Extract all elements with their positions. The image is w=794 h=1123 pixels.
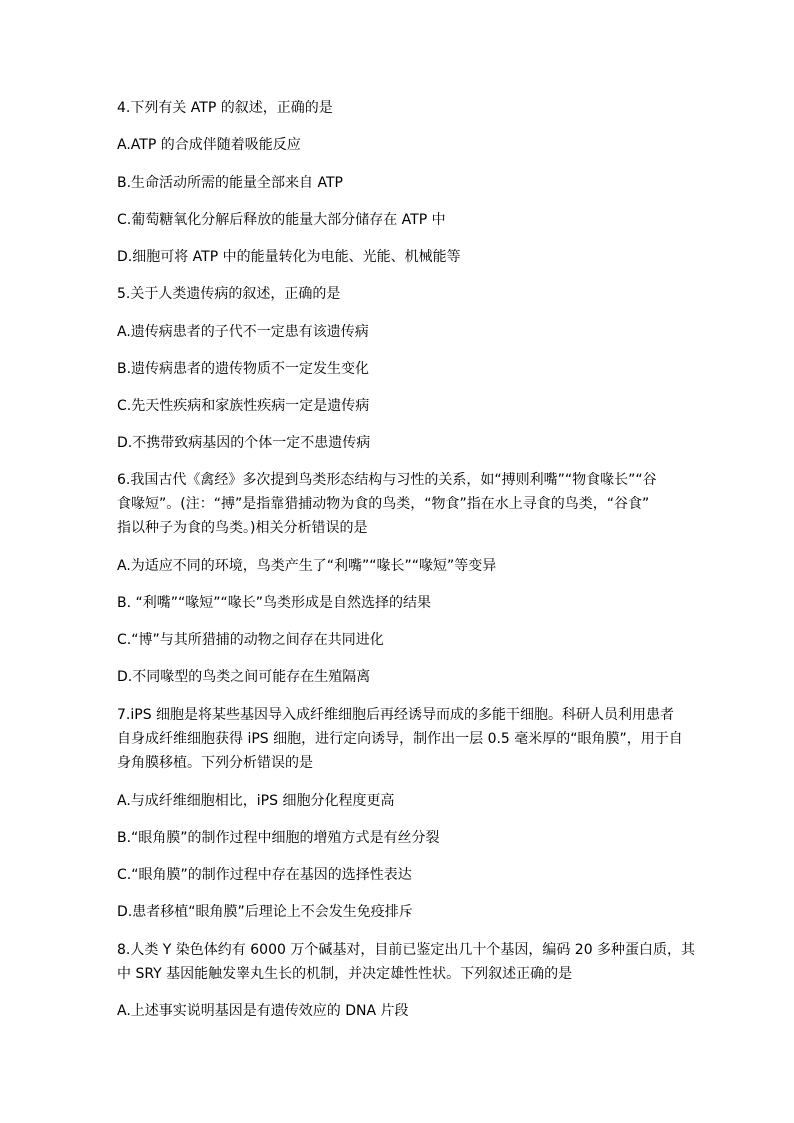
question-7-option-c: C.“眼角膜”的制作过程中存在基因的选择性表达 <box>117 867 412 883</box>
question-4-stem: 4.下列有关 ATP 的叙述，正确的是 <box>117 100 333 116</box>
question-7-stem-line-2: 自身成纤维细胞获得 iPS 细胞，进行定向诱导，制作出一层 0.5 毫米厚的“眼角膜”，用于自 <box>117 731 683 747</box>
question-4-option-a: A.ATP 的合成伴随着吸能反应 <box>117 137 301 153</box>
question-6-option-a: A.为适应不同的环境，鸟类产生了“利嘴”“喙长”“喙短”等变异 <box>117 558 497 574</box>
question-6-option-b: B. “利嘴”“喙短”“喙长”鸟类形成是自然选择的结果 <box>117 595 432 611</box>
question-7-option-b: B.“眼角膜”的制作过程中细胞的增殖方式是有丝分裂 <box>117 830 440 846</box>
question-8-stem-line-2: 中 SRY 基因能触发睾丸生长的机制，并决定雄性性状。下列叙述正确的是 <box>117 966 573 982</box>
question-7-option-d: D.患者移植“眼角膜”后理论上不会发生免疫排斥 <box>117 904 413 920</box>
question-5-stem: 5.关于人类遗传病的叙述，正确的是 <box>117 286 341 302</box>
question-6-stem-line-1: 6.我国古代《禽经》多次提到鸟类形态结构与习性的关系，如“搏则利嘴”“物食喙长”“谷 <box>117 472 657 488</box>
question-4-option-c: C.葡萄糖氧化分解后释放的能量大部分储存在 ATP 中 <box>117 212 446 228</box>
question-7-option-a: A.与成纤维细胞相比，iPS 细胞分化程度更高 <box>117 793 395 809</box>
question-5-option-b: B.遗传病患者的遗传物质不一定发生变化 <box>117 361 370 377</box>
question-7-stem-line-3: 身角膜移植。下列分析错误的是 <box>117 755 313 771</box>
question-7-stem-line-1: 7.iPS 细胞是将某些基因导入成纤维细胞后再经诱导而成的多能干细胞。科研人员利用患者 <box>117 707 675 723</box>
question-6-option-c: C.“博”与其所猎捕的动物之间存在共同进化 <box>117 632 384 648</box>
question-6-stem-line-2: 食喙短”。(注：“搏”是指靠猎捕动物为食的鸟类，“物食”指在水上寻食的鸟类，“谷食” <box>117 496 650 512</box>
question-5-option-a: A.遗传病患者的子代不一定患有该遗传病 <box>117 324 369 340</box>
question-4-option-d: D.细胞可将 ATP 中的能量转化为电能、光能、机械能等 <box>117 249 461 265</box>
question-4-option-b: B.生命活动所需的能量全部来自 ATP <box>117 175 343 191</box>
question-8-option-a: A.上述事实说明基因是有遗传效应的 DNA 片段 <box>117 1003 409 1019</box>
question-6-option-d: D.不同喙型的鸟类之间可能存在生殖隔离 <box>117 669 371 685</box>
question-6-stem-line-3: 指以种子为食的鸟类。)相关分析错误的是 <box>117 520 368 536</box>
question-5-option-c: C.先天性疾病和家族性疾病一定是遗传病 <box>117 398 370 414</box>
question-5-option-d: D.不携带致病基因的个体一定不患遗传病 <box>117 435 371 451</box>
question-8-stem-line-1: 8.人类 Y 染色体约有 6000 万个碱基对，目前已鉴定出几十个基因，编码 20 多种蛋白质，其 <box>117 942 696 958</box>
